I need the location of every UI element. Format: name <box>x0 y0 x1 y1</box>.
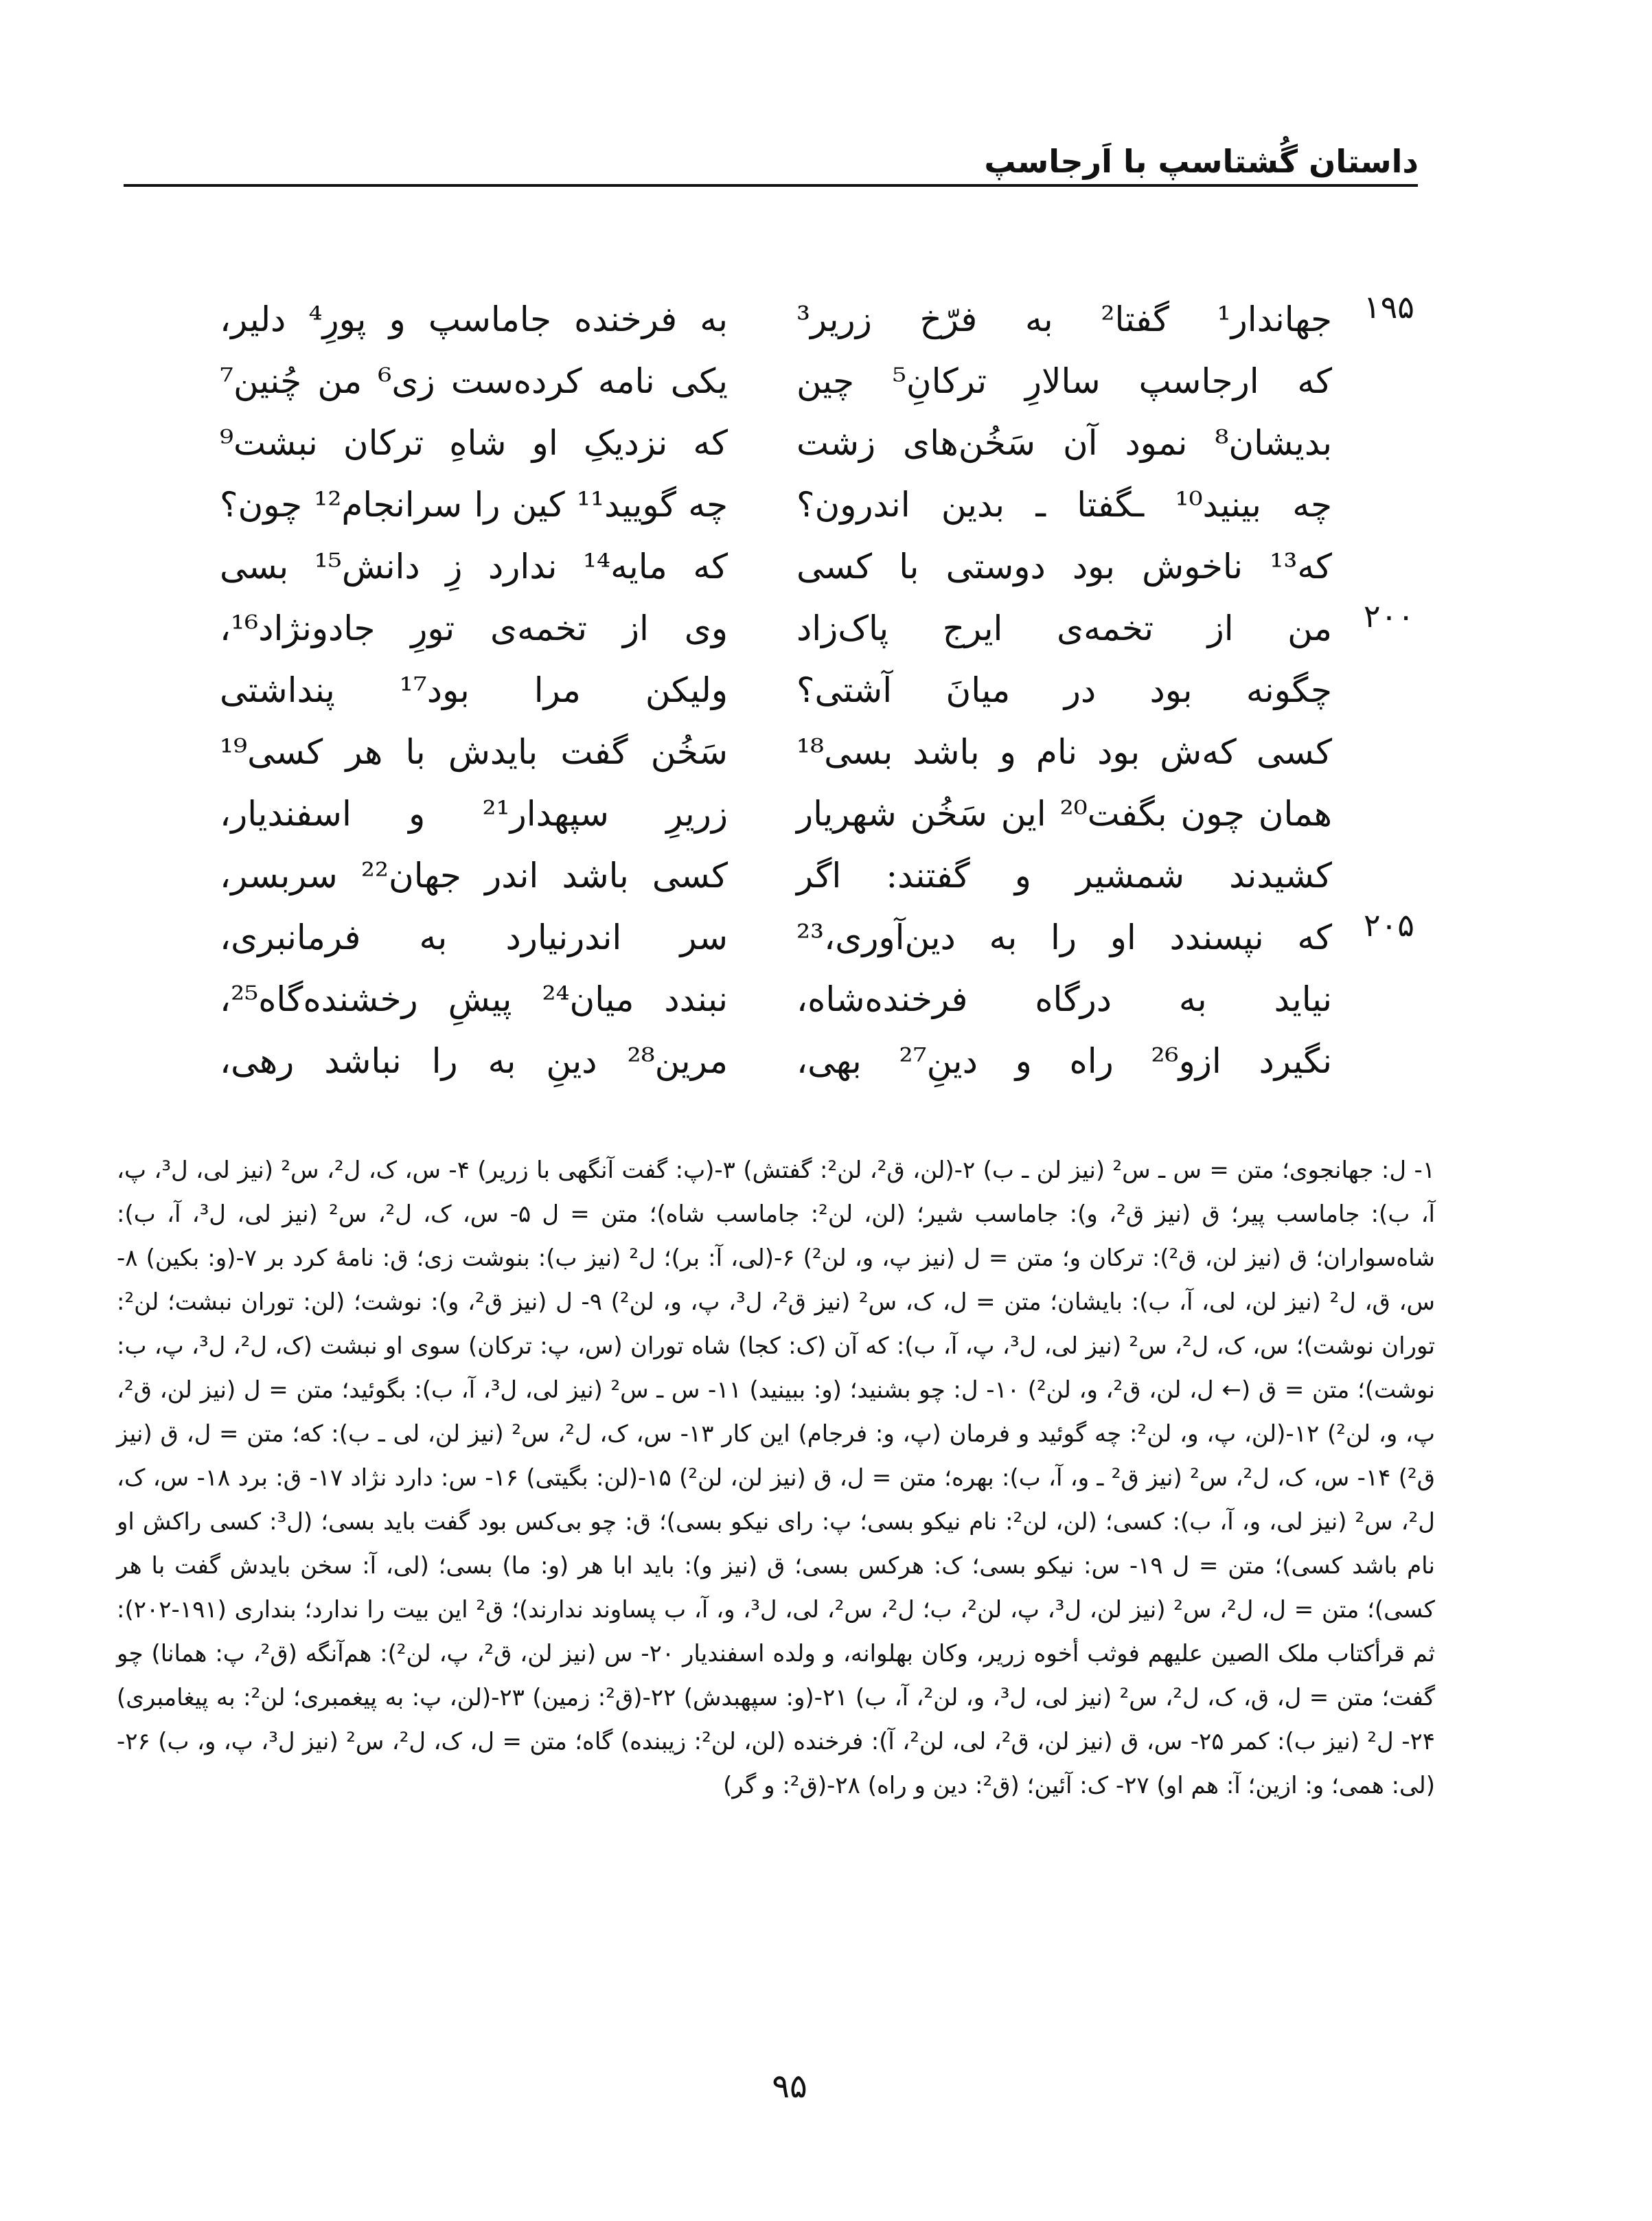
couplet <box>220 412 1414 474</box>
couplet <box>220 1030 1414 1092</box>
poem-body <box>220 288 1414 1092</box>
verse-number: ۲۰۰ <box>1363 597 1414 635</box>
hemistich-second: که نزدیکِ او شاهِ ترکان نبشت⁹ <box>220 423 728 463</box>
verse-number: ۱۹۵ <box>1363 288 1414 326</box>
hemistich-first: من از تخمه‌ی ایرج پاک‌زاد <box>796 608 1332 648</box>
hemistich-second: به فرخنده جاماسپ و پورِ⁴ دلیر، <box>220 299 728 339</box>
hemistich-second: یکی نامه کرده‌ست زی⁶ من چُنین⁷ <box>220 361 728 401</box>
couplet <box>220 721 1414 783</box>
footnote-text: ۱- ل: جهانجوی؛ متن = س ـ س² (نیز لن ـ ب) ۲-(لن، ق²، لن²: گفتش) ۳-(پ: گفت آنگهی با زریر) ۴- س، ک، ل²، س² (نیز لی، ل³، پ، آ، ب): جاماسب پیر؛ ق (نیز ق²، و): جاماسب شیر؛ (لن، لن²: جاماسب شاه)؛ متن = ل ۵- س، ک، ل²، س² (نیز لی، ل³، آ، ب): شاه‌سواران؛ ق (نیز لن، ق²): ترکان و؛ متن = ل (نیز پ، و، لن²) ۶-(لی، آ: بر)؛ ل² (نیز ب): بنوشت زی؛ ق: نامهٔ کرد بر ۷-(و: بکین) ۸- س، ق، ل² (نیز لن، لی، آ، ب): بایشان؛ متن = ل، ک، س² (نیز ق²، ل³، پ، و، لن²) ۹- ل (نیز ق²، و): نوشت؛ (لن: توران نبشت؛ لن²: توران نوشت)؛ س، ک، ل²، س² (نیز لی، ل³، پ، آ، ب): که آن (ک: کجا) شاه توران (س، پ: ترکان) سوی او نبشت (ک، ل²، ل³، پ، ب: نوشت)؛ متن = ق (← ل، لن، ق²، و، لن²) ۱۰- ل: چو بشنید؛ (و: ببینید) ۱۱- س ـ س² (نیز لی، ل³، آ، ب): بگوئید؛ متن = ل (نیز لن، ق²، پ، و، لن²) ۱۲-(لن، پ، و، لن²: چه گوئید و فرمان (پ، و: فرجام) این کار ۱۳- س، ک، ل²، س² (نیز لن، لی ـ ب): که؛ متن = ل، ق (نیز ق²) ۱۴- س، ک، ل²، س² (نیز ق² ـ و، آ، ب): بهره؛ متن = ل، ق (نیز لن، لن²) ۱۵-(لن: بگیتی) ۱۶- س: دارد نژاد ۱۷- ق: برد ۱۸- س، ک، ل²، س² (نیز لی، و، آ، ب): کسی؛ (لن، لن²: نام نیکو بسی؛ پ: رای نیکو بسی)؛ ق: چو بی‌کس بود گفت باید بسی؛ (ل³: کسی راکش او نام باشد کسی)؛ متن = ل ۱۹- س: نیکو بسی؛ ک: هرکس بسی؛ ق (نیز و): باید ابا هر (و: ما) بسی؛ (لی، آ: سخن بایدش گفت با هر کسی)؛ متن = ل، ل²، س² (نیز لن، ل³، پ، لن²، ب؛ ل²، س²، لی، ل³، و، آ، ب پساوند ندارند)؛ ق² این بیت را ندارد؛ بنداری (۱۹۱-۲۰۲): ثم قرأکتاب ملک الصین علیهم فوثب أخوه زریر، وکان بهلوانه، و ولده اسفندیار ۲۰- س (نیز لن، ق²، پ، لن²): هم‌آنگه (ق²، پ: همانا) چو گفت؛ متن = ل، ق، ک، ل²، س² (نیز لی، ل³، و، لن²، آ، ب) ۲۱-(و: سپهبدش) ۲۲-(ق²: زمین) ۲۳-(لن، پ: به پیغمبری؛ لن²: به پیغامبری) ۲۴- ل² (نیز ب): کمر ۲۵- س، ق (نیز لن، ق²، لی، لن²، آ): فرخنده (لن، لن²: زیبنده) گاه؛ متن = ل، ک، ل²، س² (نیز ل³، پ، و، ب) ۲۶-(لی: همی؛ و: ازین؛ آ: هم او) ۲۷- ک: آئین؛ (ق²: دین و راه) ۲۸-(ق²: و گر) <box>117 1157 1436 1799</box>
hemistich-first: جهاندار¹ گفتا² به فرّخ زریر³ <box>796 299 1332 339</box>
hemistich-second: زریرِ سپهدار²¹ و اسفندیار، <box>220 794 728 834</box>
couplet <box>220 968 1414 1030</box>
hemistich-second: نبندد میان²⁴ پیشِ رخشنده‌گاه²⁵، <box>220 979 728 1019</box>
couplet <box>220 659 1414 721</box>
hemistich-first: کسی که‌ش بود نام و باشد بسی¹⁸ <box>796 732 1332 772</box>
running-title: داستان گُشتاسپ با اَرجاسپ <box>984 143 1419 180</box>
couplet <box>220 536 1414 597</box>
hemistich-second: وی از تخمه‌ی تورِ جادونژاد¹⁶، <box>220 608 728 648</box>
couplet <box>220 845 1414 907</box>
couplet <box>220 597 1414 659</box>
hemistich-first: چه بینید¹⁰ ـگفتا ـ بدین اندرون؟ <box>796 485 1332 525</box>
hemistich-first: همان چون بگفت²⁰ این سَخُن شهریار <box>796 794 1333 834</box>
page-number: ۹۵ <box>772 2067 807 2106</box>
couplet <box>220 350 1414 412</box>
footnotes <box>117 1148 1435 1808</box>
couplet <box>220 907 1414 968</box>
hemistich-first: کشیدند شمشیر و گفتند: اگر <box>796 856 1332 896</box>
hemistich-second: چه گویید¹¹ کین را سرانجام¹² چون؟ <box>220 485 728 525</box>
hemistich-second: سَخُن گفت بایدش با هر کسی¹⁹ <box>220 732 728 772</box>
couplet <box>220 474 1414 536</box>
hemistich-second: که مایه¹⁴ ندارد زِ دانش¹⁵ بسی <box>220 547 728 586</box>
hemistich-first: بدیشان⁸ نمود آن سَخُن‌های زشت <box>796 423 1332 463</box>
verse-number: ۲۰۵ <box>1363 907 1414 944</box>
hemistich-first: نیاید به درگاه فرخنده‌شاه، <box>796 979 1332 1019</box>
hemistich-first: که نپسندد او را به دین‌آوری،²³ <box>796 918 1333 957</box>
couplet <box>220 288 1414 350</box>
hemistich-first: نگیرد ازو²⁶ راه و دینِ²⁷ بهی، <box>796 1041 1332 1081</box>
hemistich-second: کسی باشد اندر جهان²² سربسر، <box>220 856 728 896</box>
hemistich-second: ولیکن مرا بود¹⁷ پنداشتی <box>220 670 728 710</box>
hemistich-second: سر اندرنیارد به فرمانبری، <box>220 918 728 957</box>
hemistich-first: که¹³ ناخوش بود دوستی با کسی <box>796 547 1332 586</box>
couplet <box>220 783 1414 845</box>
header-rule <box>124 184 1418 187</box>
hemistich-second: مرین²⁸ دینِ به را نباشد رهی، <box>220 1041 728 1081</box>
hemistich-first: که ارجاسپ سالارِ ترکانِ⁵ چین <box>796 361 1333 401</box>
hemistich-first: چگونه بود در میانَ آشتی؟ <box>796 670 1332 710</box>
